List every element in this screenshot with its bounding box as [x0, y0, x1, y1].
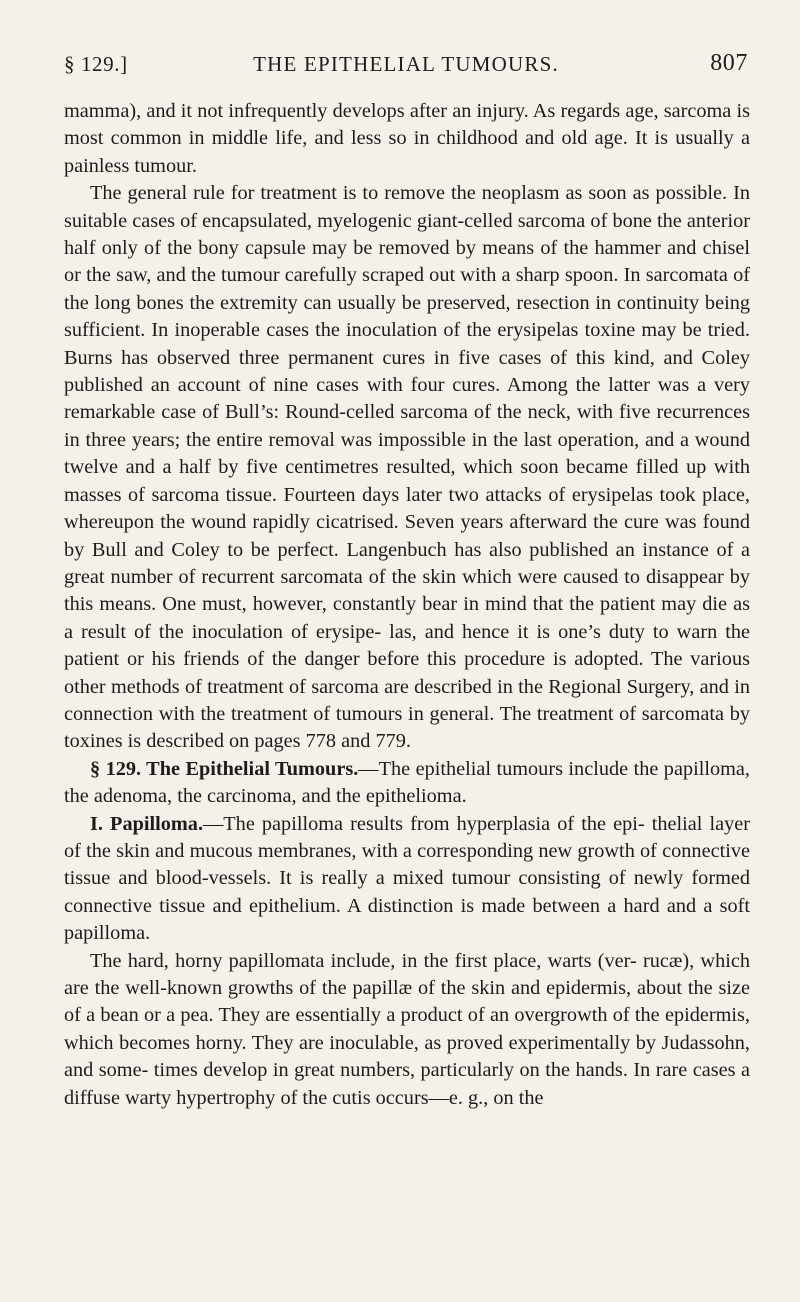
paragraph-hard-papillomata: [64, 948, 750, 1112]
page-number: 807: [710, 50, 748, 76]
paragraph-continuation: [64, 98, 750, 180]
paragraph-text: —The papilloma results from hyperplasia of the epi- thelial layer of the skin and mucous membranes, with a corresponding new growth of connective tissue and blood-vessels. It is really a mixed tumour consisting of newly formed connective tissue and epithelium. A distinction is made between a hard and a soft papilloma.: [64, 812, 750, 945]
paragraph-text: The hard, horny papillomata include, in the first place, warts (ver- rucæ), which are the well-known growths of the papillæ of the skin and epidermis, about the size of a bean or a pea. They are essentially a product of an overgrowth of the epidermis, which becomes horny. They are inoculable, as proved experimentally by Judassohn, and some- times develop in great numbers, particularly on the hands. In rare cases a diffuse warty hypertrophy of the cutis occurs—e. g., on the: [64, 949, 750, 1109]
paragraph-papilloma: [64, 811, 750, 948]
chapter-title: THE EPITHELIAL TUMOURS.: [253, 52, 559, 76]
paragraph-text: mamma), and it not infrequently develops after an injury. As regards age, sarcoma is most common in middle life, and less so in childhood and old age. It is usually a painless tumour.: [64, 100, 750, 177]
paragraph-section-129: [64, 756, 750, 811]
paragraph-text: —The epithelial tumours include the papilloma, the adenoma, the carcinoma, and the epithelioma.: [64, 757, 750, 808]
section-heading: § 129. The Epithelial Tumours.: [90, 757, 359, 780]
running-head: [64, 52, 748, 82]
body-text: [64, 98, 750, 1112]
section-marker: § 129.]: [64, 52, 128, 76]
paragraph-text: The general rule for treatment is to remove the neoplasm as soon as possible. In suitable cases of encapsulated, myelogenic giant-celled sarcoma of bone the anterior half only of the bony capsule may be removed by means of the hammer and chisel or the saw, and the tumour carefully scraped out with a sharp spoon. In sarcomata of the long bones the extremity can usually be preserved, resection in continuity being sufficient. In inoperable cases the inoculation of the erysipelas toxine may be tried. Burns has observed three permanent cures in five cases of this kind, and Coley published an account of nine cases with four cures. Among the latter was a very remarkable case of Bull’s: Round-celled sarcoma of the neck, with five recurrences in three years; the entire removal was impossible in the last operation, and a wound twelve and a half by five centimetres resulted, which soon became filled up with masses of sarcoma tissue. Fourteen days later two attacks of erysipelas took place, whereupon the wound rapidly cicatrised. Seven years afterward the cure was found by Bull and Coley to be perfect. Langenbuch has also published an instance of a great number of recurrent sarcomata of the skin which were caused to disappear by this means. One must, however, constantly bear in mind that the patient may die as a result of the inoculation of erysipe- las, and hence it is one’s duty to warn the patient or his friends of the danger before this procedure is adopted. The various other methods of treatment of sarcoma are described in the Regional Surgery, and in connection with the treatment of tumours in general. The treatment of sarcomata by toxines is described on pages 778 and 779.: [64, 182, 750, 753]
paragraph-treatment: [64, 180, 750, 756]
subsection-heading: I. Papilloma.: [90, 812, 204, 835]
